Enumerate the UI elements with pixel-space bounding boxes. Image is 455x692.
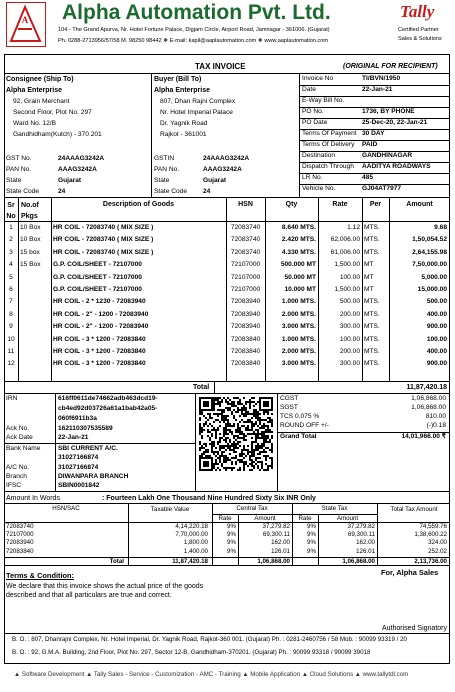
table-cell: G.P. COIL/SHEET - 72107000: [53, 261, 142, 269]
consignee-line: Gandhidham(Kutch) - 370 201: [13, 131, 102, 138]
company-contact: Ph. 0288-2713956/57/58 M. 98250 98442 ❖ E-mail: kapil@aaplautomation.com ❖ www.aaplautomation.com: [58, 38, 329, 44]
table-cell: 300.00: [339, 323, 360, 331]
table-cell: HR COIL - 3 * 1200 - 72083840: [53, 348, 146, 355]
company-logo: [6, 2, 46, 47]
table-cell: 100.00: [339, 273, 360, 281]
meta-label: Terms Of Delivery: [302, 141, 355, 148]
table-cell: 100.00: [426, 335, 447, 343]
table-cell: 400.00: [426, 348, 447, 355]
svg-text:A: A: [21, 15, 29, 25]
table-cell: 50.000 MT: [284, 273, 316, 281]
table-cell: 62,006.00: [330, 236, 360, 244]
hsn-total-cell: 2,13,736.00: [414, 558, 447, 565]
col-amount: Amount: [406, 201, 433, 208]
meta-label: Dispatch Through: [302, 163, 354, 170]
col-rate: Rate: [332, 201, 348, 208]
table-cell: 10: [7, 335, 15, 343]
hsn-cell: 9%: [227, 531, 236, 539]
tally-partner: Certified Partner: [398, 27, 439, 33]
consignee-name: Alpha Enterprise: [6, 87, 63, 94]
table-cell: 2: [9, 236, 13, 244]
hsn-cell: 1,400.00: [183, 547, 208, 555]
meta-label: Destination: [302, 152, 335, 159]
table-cell: HR COIL - 72083740 ( MIX SIZE ): [53, 248, 154, 256]
terms-text: described and that all particulars are true and correct.: [6, 592, 172, 599]
table-cell: 9.68: [434, 224, 447, 231]
table-cell: 15,000.00: [417, 286, 447, 293]
meta-value: AADITYA ROADWAYS: [362, 163, 431, 170]
table-cell: 72107000: [230, 286, 261, 293]
table-cell: HR COIL - 3 * 1200 - 72083840: [53, 360, 146, 368]
table-cell: G.P. COIL/SHEET - 72107000: [53, 273, 142, 281]
authorised-signatory: Authorised Signatory: [382, 625, 447, 632]
bank-name: SBI CURRENT A/C.: [58, 445, 118, 452]
meta-value: GJ04AT7977: [362, 185, 402, 192]
tax-summary-label: Grand Total: [280, 433, 317, 440]
tax-summary-value: 1,06,868.00: [411, 404, 446, 411]
hsn-head-total: Total Tax Amount: [390, 506, 438, 513]
bank-ac-label: A/C No.: [6, 464, 30, 471]
copy-label: (ORIGINAL FOR RECIPIENT): [343, 63, 438, 70]
table-cell: MTS.: [364, 360, 380, 368]
table-cell: MTS.: [364, 224, 380, 231]
hsn-cell: 69,300.11: [262, 531, 290, 539]
table-cell: 1,500.00: [334, 261, 360, 269]
table-cell: 7: [9, 298, 13, 306]
table-cell: 10.000 MT: [284, 286, 316, 293]
hsn-cell: 162.00: [356, 539, 375, 547]
hsn-head-amount: Amount: [254, 515, 276, 522]
table-total-label: Total: [193, 384, 210, 391]
meta-label: E-Way Bill No.: [302, 97, 345, 104]
hsn-total-cell: Total: [109, 558, 124, 565]
consignee-pan-label: PAN No.: [6, 166, 32, 173]
hsn-cell: 72083740: [6, 523, 34, 530]
tax-summary-value: 1,06,868.00: [411, 395, 446, 402]
hsn-head-hsn: HSN/SAC: [52, 505, 80, 512]
consignee-pan: AAAG3242A: [58, 166, 97, 173]
table-cell: 200.00: [339, 310, 360, 318]
bank-ifsc-label: IFSC: [6, 482, 22, 489]
table-cell: 900.00: [426, 360, 447, 368]
table-cell: MTS.: [364, 298, 380, 306]
table-cell: HR COIL - 3 * 1200 - 72083840: [53, 335, 146, 343]
buyer-pan-label: PAN No.: [154, 166, 180, 173]
tax-summary-label: TCS 0.075 %: [280, 413, 320, 420]
table-cell: MT: [364, 286, 374, 293]
hsn-cell: 37,279.82: [262, 523, 290, 530]
bank-branch: DIWANPARA BRANCH: [58, 473, 129, 480]
table-cell: 72083940: [230, 310, 261, 318]
table-cell: 300.00: [339, 360, 360, 368]
table-cell: 3.000 MTS.: [281, 323, 316, 331]
table-cell: 500.00: [426, 298, 447, 306]
hsn-cell: 162.00: [271, 539, 290, 547]
table-cell: 8.640 MTS.: [281, 224, 316, 231]
meta-label: LR No.: [302, 174, 323, 181]
consignee-state: Gujarat: [58, 177, 82, 184]
meta-label: Date: [302, 86, 316, 93]
hsn-head-central: Central Tax: [236, 505, 268, 512]
tally-solutions: Sales & Solutions: [398, 36, 442, 42]
buyer-line: Rajkot - 361001: [160, 131, 207, 138]
ack-no: 162110307535589: [58, 425, 113, 432]
table-cell: HR COIL - 2" - 1200 - 72083940: [53, 310, 149, 318]
hsn-cell: 4,14,220.18: [175, 523, 208, 530]
bank-ifsc: SBIN0001842: [58, 482, 100, 489]
tax-summary-label: ROUND OFF +/-: [280, 422, 329, 429]
hsn-cell: 324.00: [428, 539, 447, 547]
table-cell: 3: [9, 248, 13, 256]
table-total: 11,87,420.18: [406, 384, 447, 391]
table-cell: G.P. COIL/SHEET - 72107000: [53, 286, 142, 293]
ack-date-label: Ack Date: [6, 434, 33, 441]
company-address: 104 - The Grand Apurva, Nr. Hotel Fortune Palace, Digjam Circle, Airport Road, Jamnagar - 361006. (Gujarat): [58, 27, 330, 33]
table-cell: HR COIL - 72083740 ( MIX SIZE ): [53, 236, 154, 244]
meta-value: TI/BVN/1950: [362, 75, 401, 82]
hsn-cell: 74,559.76: [419, 523, 447, 530]
buyer-line: Dr. Yagnik Road: [160, 120, 208, 127]
col-pkgs: No.of Pkgs: [21, 202, 39, 220]
table-cell: MT: [364, 261, 374, 269]
qr-code-icon: [199, 397, 273, 471]
table-cell: 72083740: [230, 224, 261, 231]
bank-ac: 31027166874: [58, 464, 99, 471]
tax-summary-value: 14,01,966.00 ₹: [401, 433, 446, 440]
table-cell: 72107000: [230, 273, 261, 281]
table-cell: 1.12: [347, 224, 360, 231]
tax-summary-label: SGST: [280, 404, 298, 411]
hsn-head-rate: Rate: [298, 515, 312, 522]
table-cell: 8: [9, 310, 13, 318]
meta-value: 30 DAY: [362, 130, 385, 137]
table-cell: HR COIL - 72083740 ( MIX SIZE ): [53, 224, 154, 231]
table-cell: MTS.: [364, 310, 380, 318]
bank-name-2: 31027166874: [58, 454, 99, 461]
meta-label: Invoice No: [302, 75, 334, 82]
meta-label: Terms Of Payment: [302, 130, 357, 137]
terms-heading: Terms & Condition:: [6, 571, 75, 580]
amount-words-label: Amount In Words: [6, 495, 60, 502]
table-cell: 4: [9, 261, 13, 269]
buyer-code-label: State Code: [154, 188, 187, 195]
buyer-pan: AAAG3242A: [203, 166, 242, 173]
hsn-cell: 126.01: [356, 547, 375, 555]
hsn-total-cell: 1,06,868.00: [342, 558, 375, 565]
table-cell: 6: [9, 286, 13, 293]
meta-label: PO No.: [302, 108, 324, 115]
table-cell: 4.330 MTS.: [281, 248, 316, 256]
table-cell: 10 Box: [20, 236, 41, 244]
consignee-gst-label: GST No.: [6, 155, 32, 162]
buyer-line: 807, Dhan Rajni Complex: [160, 98, 236, 105]
hsn-cell: 9%: [227, 547, 236, 555]
branch-office: B. O. : 92, G.M.A. Building, 2nd Floor, Plot No. 297, Sector 12-B, Gandhidham-370201. (Gujarat) Ph. : 90099 93318 / 90099 39018: [12, 649, 371, 656]
hsn-cell: 126.01: [271, 547, 290, 555]
amount-words: : Fourteen Lakh One Thousand Nine Hundred Sixty Six INR Only: [102, 495, 316, 502]
table-cell: HR COIL - 2" - 1200 - 72083940: [53, 323, 149, 331]
irn-line: cb4ed92d03726a61a1bab42a05-: [58, 405, 158, 412]
buyer-gst: 24AAAG3242A: [203, 155, 250, 162]
hsn-cell: 1,38,600.22: [414, 531, 447, 539]
table-cell: 2.000 MTS.: [281, 348, 316, 355]
doc-title: TAX INVOICE: [195, 62, 246, 71]
consignee-state-label: State: [6, 177, 22, 184]
bank-name-label: Bank Name: [6, 445, 41, 452]
table-cell: MTS.: [364, 335, 380, 343]
meta-value: GANDHINAGAR: [362, 152, 413, 159]
buyer-gst-label: GSTIN: [154, 155, 175, 162]
table-cell: MTS.: [364, 323, 380, 331]
col-hsn: HSN: [238, 201, 253, 208]
table-cell: 72083940: [230, 298, 261, 306]
hsn-cell: 9%: [307, 523, 316, 530]
hsn-cell: 1,800.00: [183, 539, 208, 547]
table-cell: 1.000 MTS.: [281, 298, 316, 306]
col-sr: Sr No: [6, 202, 16, 220]
table-cell: 500.00: [339, 298, 360, 306]
hsn-cell: 9%: [307, 539, 316, 547]
table-cell: 1,50,054.52: [412, 236, 447, 244]
hsn-head-rate: Rate: [218, 515, 232, 522]
buyer-heading: Buyer (Bill To): [154, 76, 202, 83]
for-company: For, Alpha Sales: [381, 568, 439, 577]
meta-value: 25-Dec-20, 22-Jan-21: [362, 119, 428, 126]
table-cell: 11: [7, 348, 15, 355]
table-cell: 72083840: [230, 348, 261, 355]
table-cell: 400.00: [426, 310, 447, 318]
terms-text: We declare that this invoice shows the actual price of the goods: [6, 583, 204, 590]
buyer-name: Alpha Enterprise: [154, 87, 211, 94]
ack-date: 22-Jan-21: [58, 434, 89, 441]
table-cell: 9: [9, 323, 13, 331]
buyer-code: 24: [203, 188, 211, 195]
hsn-total-cell: 1,06,868.00: [257, 558, 290, 565]
meta-label: PO Date: [302, 119, 328, 126]
table-cell: 1: [9, 224, 13, 231]
table-cell: 2.000 MTS.: [281, 310, 316, 318]
table-cell: 72083740: [230, 236, 261, 244]
ack-label: Ack No.: [6, 425, 30, 432]
bank-branch-label: Branch: [6, 473, 27, 480]
tax-summary-label: CGST: [280, 395, 299, 402]
table-cell: 2,64,155.98: [412, 248, 447, 256]
hsn-cell: 72083940: [6, 539, 34, 547]
table-cell: 3.000 MTS.: [281, 360, 316, 368]
meta-value: PAID: [362, 141, 378, 148]
consignee-code: 24: [58, 188, 66, 195]
table-cell: 72107000: [230, 261, 261, 269]
hsn-cell: 72107000: [6, 531, 34, 539]
table-cell: 72083840: [230, 335, 261, 343]
table-cell: 12: [7, 360, 15, 368]
table-cell: 10 Box: [20, 224, 41, 231]
col-per: Per: [369, 201, 382, 208]
tally-logo: Tally: [400, 2, 435, 21]
table-cell: 15 box: [20, 248, 40, 256]
consignee-code-label: State Code: [6, 188, 39, 195]
table-cell: 7,50,000.00: [412, 261, 447, 269]
col-qty: Qty: [285, 201, 298, 208]
buyer-state-label: State: [154, 177, 170, 184]
hsn-cell: 252.02: [428, 547, 447, 555]
table-cell: MT: [364, 273, 374, 281]
table-cell: MTS.: [364, 236, 380, 244]
table-cell: MTS.: [364, 348, 380, 355]
table-cell: 72083940: [230, 323, 261, 331]
irn-line: 060f6911b3a: [58, 415, 97, 422]
hsn-head-taxable: Taxable Value: [150, 506, 190, 513]
consignee-line: 92, Grain Merchant: [13, 98, 70, 105]
meta-value: 1736, BY PHONE: [362, 108, 415, 115]
hsn-cell: 9%: [307, 547, 316, 555]
hsn-total-cell: 11,87,420.18: [172, 558, 208, 565]
hsn-cell: 69,300.11: [347, 531, 375, 539]
branch-office: B. O. : 807, Dhanrajni Complex, Nr. Hotel Imperial, Dr. Yagnik Road, Rajkot-360 001. (Gujarat) Ph. : 0281-2460756 / 58 Mob. : 90099 93319 / 20: [12, 636, 407, 643]
hsn-cell: 9%: [227, 539, 236, 547]
company-name: Alpha Automation Pvt. Ltd.: [62, 1, 331, 24]
hsn-cell: 7,70,000.00: [175, 531, 208, 539]
hsn-cell: 72083840: [6, 547, 34, 555]
hsn-cell: 37,279.82: [347, 523, 375, 530]
consignee-heading: Consignee (Ship To): [6, 76, 74, 83]
table-cell: MTS.: [364, 248, 380, 256]
meta-value: 22-Jan-21: [362, 86, 393, 93]
hsn-head-amount: Amount: [336, 515, 359, 522]
table-cell: 61,006.00: [330, 248, 360, 256]
meta-label: Vehicle No.: [302, 185, 336, 192]
table-cell: 200.00: [339, 348, 360, 355]
buyer-state: Gujarat: [203, 177, 227, 184]
meta-value: 485: [362, 174, 374, 181]
irn-label: IRN: [6, 395, 18, 402]
tax-summary-value: (-)0.18: [426, 422, 446, 429]
table-cell: 5: [9, 273, 13, 281]
consignee-line: Second Floor, Plot No. 297: [13, 109, 92, 116]
hsn-cell: 9%: [227, 523, 236, 530]
hsn-head-state: State Tax: [321, 505, 348, 512]
table-cell: 15 Box: [20, 261, 41, 269]
table-cell: 500.000 MT: [280, 261, 316, 269]
table-cell: 100.00: [339, 335, 360, 343]
table-cell: 72083840: [230, 360, 261, 368]
table-cell: 2.420 MTS.: [281, 236, 316, 244]
col-description: Description of Goods: [102, 201, 175, 208]
table-cell: 1,500.00: [334, 286, 360, 293]
table-cell: 900.00: [426, 323, 447, 331]
table-cell: HR COIL - 2 * 1230 - 72083940: [53, 298, 146, 306]
buyer-line: Nr. Hotel Imperial Palace: [160, 109, 233, 116]
irn-line: 616ff0611de74662adb463dcd19-: [58, 395, 158, 402]
table-cell: 5,000.00: [421, 273, 447, 281]
table-cell: 72083740: [230, 248, 261, 256]
hsn-cell: 9%: [307, 531, 316, 539]
services-line: ▲ Software Development ▲ Tally Sales - Service - Customization - AMC - Training ▲ Mobile Application ▲ Cloud Solutions ▲ www.tallytdl.com: [14, 671, 409, 678]
consignee-line: Ward No. 12/B: [13, 120, 56, 127]
consignee-gst: 24AAAG3242A: [58, 155, 105, 162]
table-cell: 1.000 MTS.: [281, 335, 316, 343]
tax-summary-value: 810.00: [425, 413, 446, 420]
